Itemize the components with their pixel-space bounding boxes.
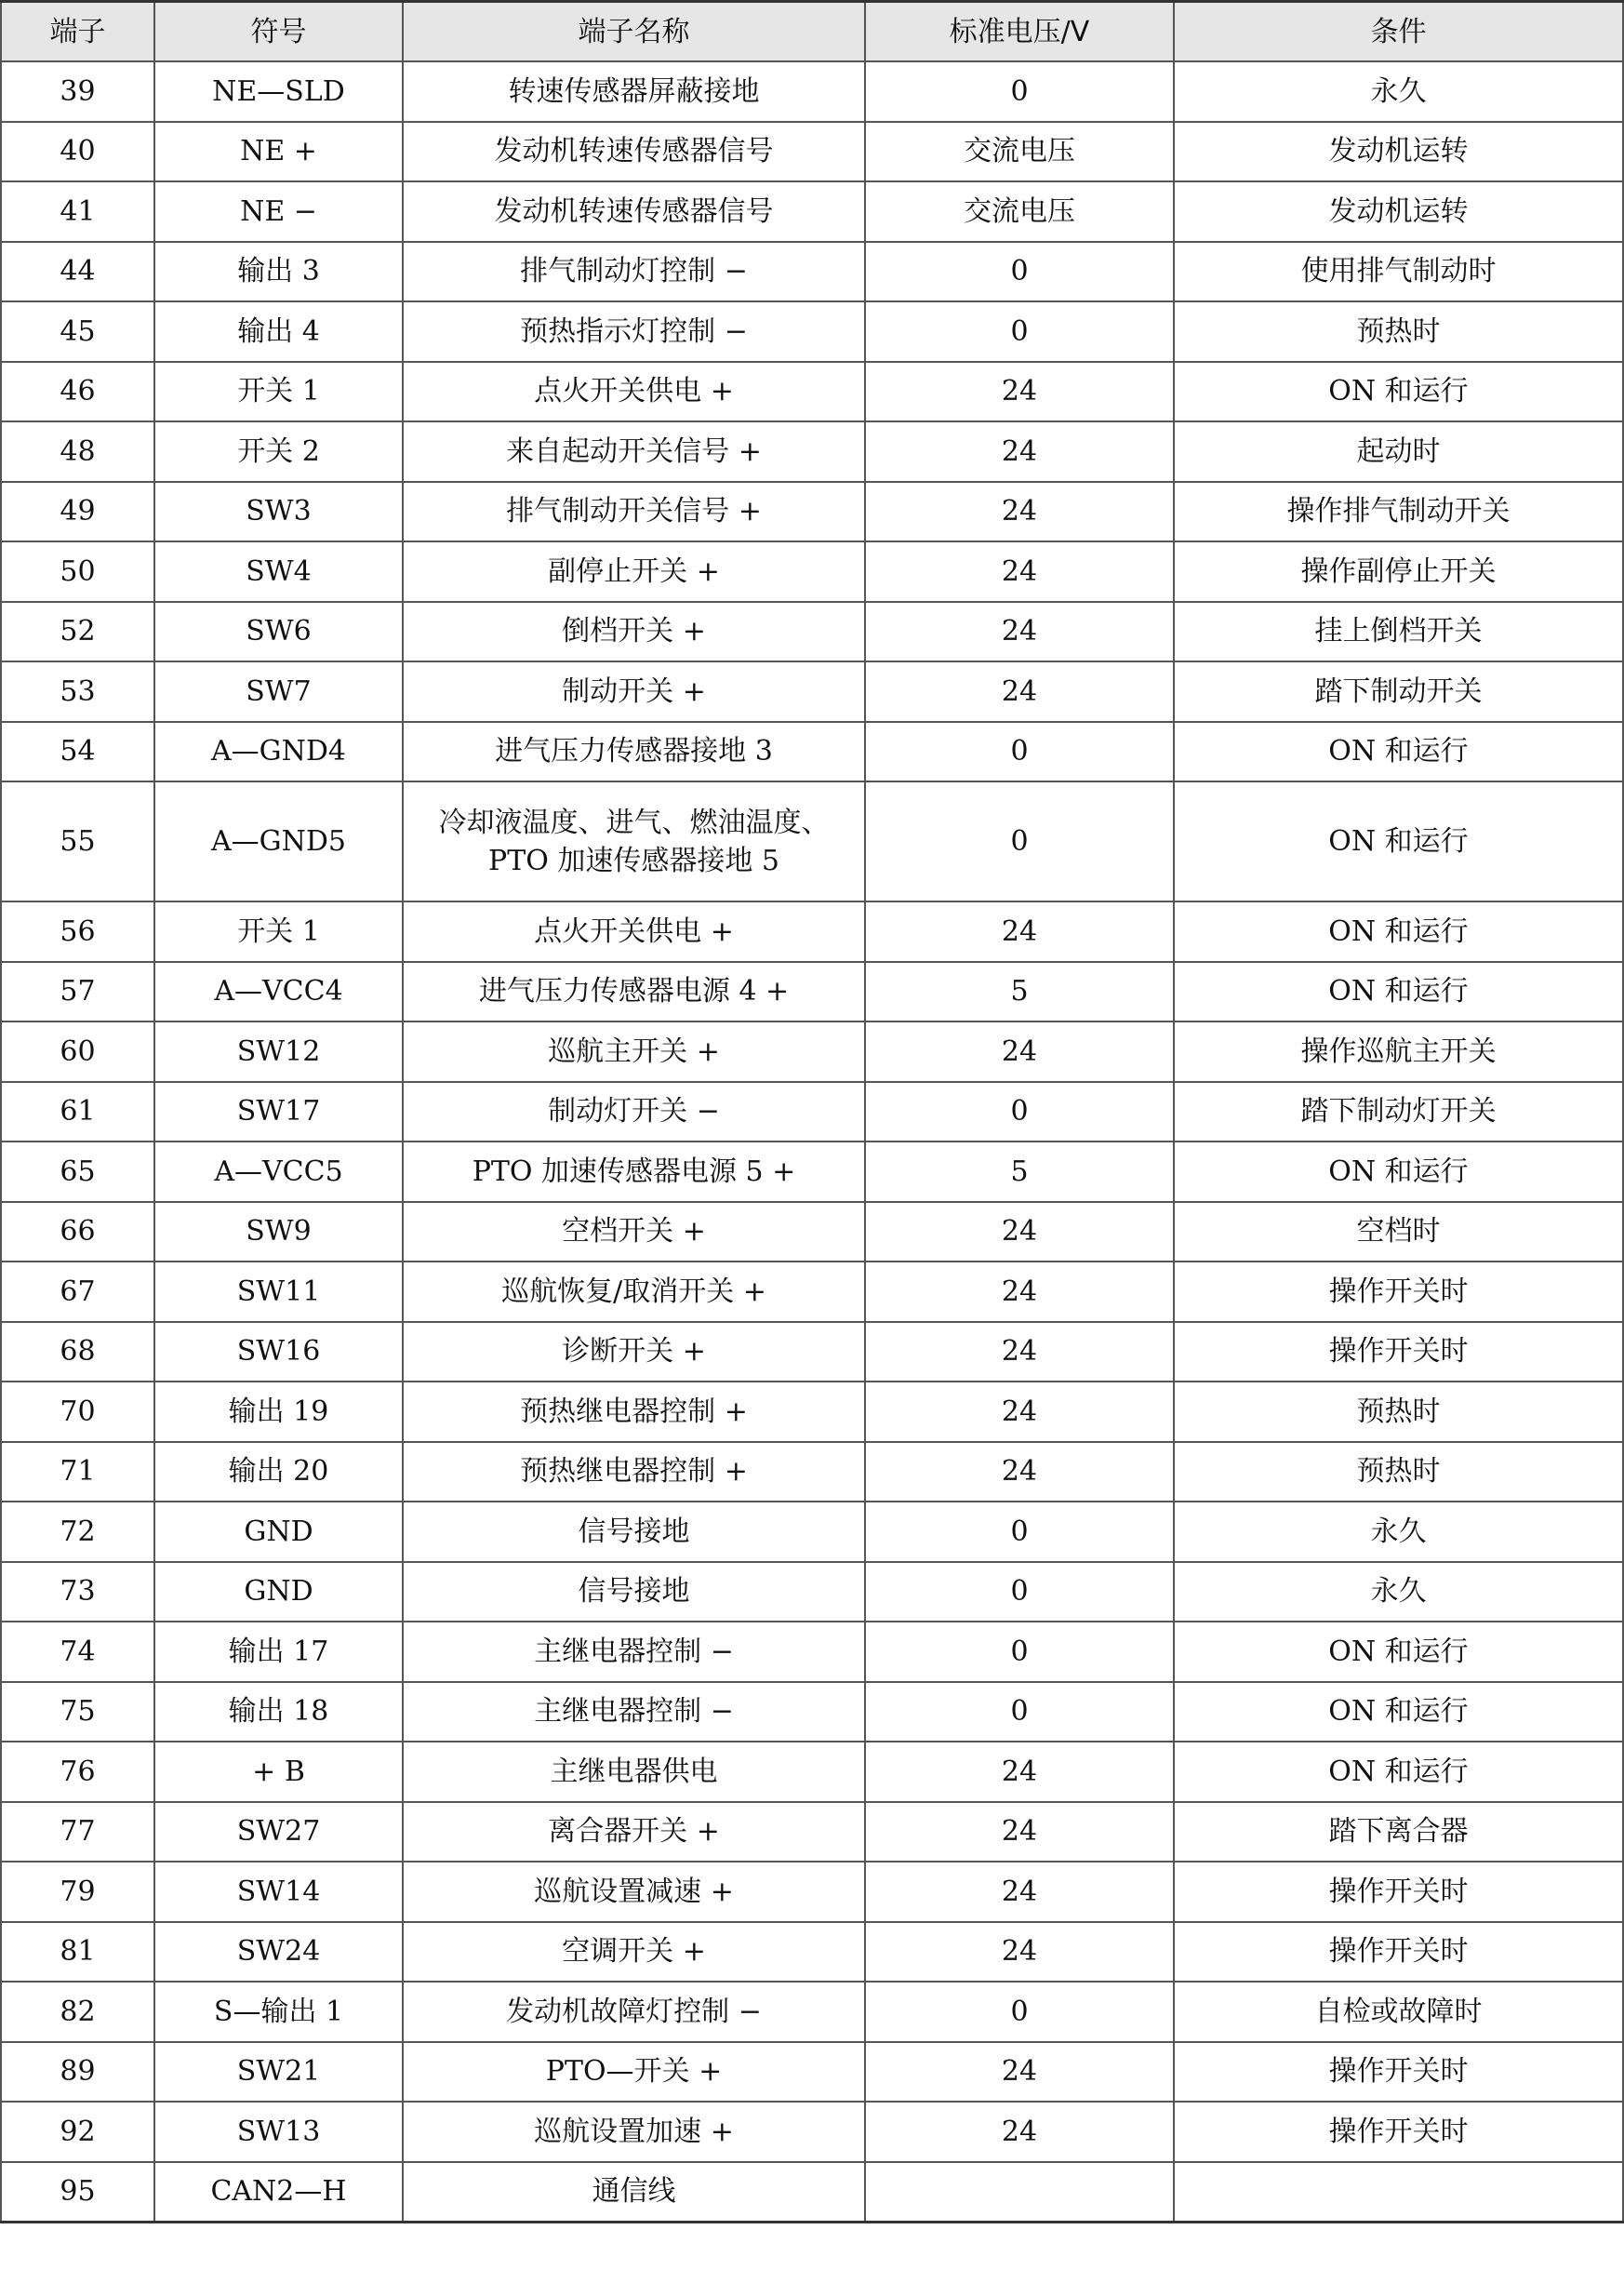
cell-condition: 操作开关时 xyxy=(1174,1862,1623,1922)
cell-condition: ON 和运行 xyxy=(1174,722,1623,782)
cell-terminal-name: 制动开关 + xyxy=(403,661,865,722)
cell-terminal: 74 xyxy=(1,1622,154,1682)
cell-terminal: 39 xyxy=(1,61,154,122)
cell-standard-voltage: 0 xyxy=(865,722,1174,782)
cell-terminal: 57 xyxy=(1,962,154,1022)
cell-terminal: 65 xyxy=(1,1142,154,1202)
header-terminal-name: 端子名称 xyxy=(403,2,865,62)
cell-standard-voltage: 0 xyxy=(865,61,1174,122)
table-row xyxy=(1,901,1623,962)
cell-condition: 自检或故障时 xyxy=(1174,1982,1623,2042)
cell-symbol: 输出 18 xyxy=(154,1682,403,1742)
cell-symbol: GND xyxy=(154,1502,403,1562)
cell-terminal: 48 xyxy=(1,421,154,482)
cell-condition: 发动机运转 xyxy=(1174,181,1623,242)
cell-terminal: 56 xyxy=(1,901,154,962)
table-row xyxy=(1,122,1623,182)
cell-standard-voltage: 5 xyxy=(865,962,1174,1022)
cell-terminal-name: 冷却液温度、进气、燃油温度、PTO 加速传感器接地 5 xyxy=(403,781,865,901)
cell-standard-voltage: 24 xyxy=(865,901,1174,962)
cell-symbol: SW27 xyxy=(154,1802,403,1862)
cell-condition: 操作开关时 xyxy=(1174,2102,1623,2162)
cell-standard-voltage: 0 xyxy=(865,1982,1174,2042)
cell-terminal: 71 xyxy=(1,1442,154,1502)
cell-terminal: 45 xyxy=(1,301,154,362)
table-row xyxy=(1,1922,1623,1983)
cell-symbol: + B xyxy=(154,1742,403,1802)
cell-standard-voltage: 24 xyxy=(865,362,1174,422)
table-row xyxy=(1,61,1623,122)
cell-symbol: 输出 3 xyxy=(154,242,403,302)
header-condition: 条件 xyxy=(1174,2,1623,62)
cell-symbol: SW21 xyxy=(154,2042,403,2103)
cell-terminal: 66 xyxy=(1,1202,154,1262)
cell-terminal-name: 巡航设置减速 + xyxy=(403,1862,865,1922)
cell-terminal: 55 xyxy=(1,781,154,901)
cell-standard-voltage: 24 xyxy=(865,661,1174,722)
cell-terminal-name: 进气压力传感器接地 3 xyxy=(403,722,865,782)
cell-terminal-name: 来自起动开关信号 + xyxy=(403,421,865,482)
cell-standard-voltage: 0 xyxy=(865,1682,1174,1742)
table-row xyxy=(1,661,1623,722)
cell-terminal: 67 xyxy=(1,1262,154,1322)
table-row xyxy=(1,181,1623,242)
cell-standard-voltage: 交流电压 xyxy=(865,181,1174,242)
cell-standard-voltage: 0 xyxy=(865,1502,1174,1562)
table-row xyxy=(1,1802,1623,1862)
cell-terminal-name: 发动机转速传感器信号 xyxy=(403,122,865,182)
cell-standard-voltage: 24 xyxy=(865,1382,1174,1442)
cell-terminal: 75 xyxy=(1,1682,154,1742)
cell-terminal-name: 巡航恢复/取消开关 + xyxy=(403,1262,865,1322)
cell-standard-voltage: 24 xyxy=(865,421,1174,482)
cell-standard-voltage: 5 xyxy=(865,1142,1174,1202)
cell-terminal-name: 点火开关供电 + xyxy=(403,362,865,422)
cell-standard-voltage: 0 xyxy=(865,1622,1174,1682)
cell-terminal: 70 xyxy=(1,1382,154,1442)
cell-symbol: SW4 xyxy=(154,541,403,602)
table-row xyxy=(1,1202,1623,1262)
cell-symbol: SW12 xyxy=(154,1021,403,1082)
cell-symbol: SW17 xyxy=(154,1082,403,1142)
cell-symbol: CAN2—H xyxy=(154,2162,403,2223)
cell-terminal-name: 空调开关 + xyxy=(403,1922,865,1983)
cell-terminal: 95 xyxy=(1,2162,154,2223)
cell-standard-voltage: 24 xyxy=(865,1262,1174,1322)
table-row xyxy=(1,242,1623,302)
cell-condition: 操作副停止开关 xyxy=(1174,541,1623,602)
table-row xyxy=(1,301,1623,362)
header-terminal: 端子 xyxy=(1,2,154,62)
cell-terminal: 82 xyxy=(1,1982,154,2042)
cell-standard-voltage: 24 xyxy=(865,541,1174,602)
table-row xyxy=(1,1262,1623,1322)
table-row xyxy=(1,1562,1623,1622)
cell-standard-voltage: 0 xyxy=(865,242,1174,302)
cell-symbol: 开关 1 xyxy=(154,901,403,962)
cell-condition: 永久 xyxy=(1174,1562,1623,1622)
cell-terminal-name: PTO—开关 + xyxy=(403,2042,865,2103)
cell-condition: 永久 xyxy=(1174,61,1623,122)
cell-terminal-name: 排气制动灯控制 − xyxy=(403,242,865,302)
cell-condition: ON 和运行 xyxy=(1174,962,1623,1022)
cell-terminal-name: 信号接地 xyxy=(403,1562,865,1622)
table-header-row xyxy=(1,2,1623,62)
cell-condition: 预热时 xyxy=(1174,301,1623,362)
cell-condition: ON 和运行 xyxy=(1174,901,1623,962)
cell-condition: 操作排气制动开关 xyxy=(1174,482,1623,542)
cell-condition: ON 和运行 xyxy=(1174,362,1623,422)
cell-condition: ON 和运行 xyxy=(1174,781,1623,901)
cell-condition: ON 和运行 xyxy=(1174,1682,1623,1742)
cell-terminal-name: 进气压力传感器电源 4 + xyxy=(403,962,865,1022)
cell-terminal-name: 巡航主开关 + xyxy=(403,1021,865,1082)
cell-terminal-name: 信号接地 xyxy=(403,1502,865,1562)
cell-symbol: 输出 20 xyxy=(154,1442,403,1502)
cell-terminal: 79 xyxy=(1,1862,154,1922)
cell-symbol: S—输出 1 xyxy=(154,1982,403,2042)
header-standard-voltage: 标准电压/V xyxy=(865,2,1174,62)
cell-terminal-name: 巡航设置加速 + xyxy=(403,2102,865,2162)
cell-terminal-name: 主继电器控制 − xyxy=(403,1622,865,1682)
cell-terminal-name: 转速传感器屏蔽接地 xyxy=(403,61,865,122)
table-row xyxy=(1,722,1623,782)
cell-standard-voltage: 24 xyxy=(865,1021,1174,1082)
cell-symbol: 输出 4 xyxy=(154,301,403,362)
table-row xyxy=(1,781,1623,901)
cell-terminal: 53 xyxy=(1,661,154,722)
cell-terminal-name: 副停止开关 + xyxy=(403,541,865,602)
cell-condition: 起动时 xyxy=(1174,421,1623,482)
cell-symbol: SW11 xyxy=(154,1262,403,1322)
cell-terminal: 60 xyxy=(1,1021,154,1082)
table-row xyxy=(1,1742,1623,1802)
cell-condition: ON 和运行 xyxy=(1174,1622,1623,1682)
cell-condition: 踏下离合器 xyxy=(1174,1802,1623,1862)
cell-condition: 操作开关时 xyxy=(1174,1922,1623,1983)
table-row xyxy=(1,2042,1623,2103)
cell-terminal: 40 xyxy=(1,122,154,182)
cell-terminal-name: 主继电器控制 − xyxy=(403,1682,865,1742)
table-body xyxy=(1,61,1623,2223)
table-row xyxy=(1,1982,1623,2042)
table-row xyxy=(1,1322,1623,1382)
cell-terminal-name: 诊断开关 + xyxy=(403,1322,865,1382)
table-row xyxy=(1,962,1623,1022)
cell-standard-voltage: 0 xyxy=(865,781,1174,901)
cell-symbol: SW3 xyxy=(154,482,403,542)
table-row xyxy=(1,1082,1623,1142)
cell-terminal: 68 xyxy=(1,1322,154,1382)
cell-terminal-name: 点火开关供电 + xyxy=(403,901,865,962)
cell-terminal: 61 xyxy=(1,1082,154,1142)
table-row xyxy=(1,421,1623,482)
cell-standard-voltage: 0 xyxy=(865,1562,1174,1622)
table-row xyxy=(1,1142,1623,1202)
cell-symbol: NE + xyxy=(154,122,403,182)
cell-symbol: A—GND5 xyxy=(154,781,403,901)
header-symbol: 符号 xyxy=(154,2,403,62)
table-row xyxy=(1,541,1623,602)
cell-standard-voltage: 0 xyxy=(865,301,1174,362)
table-row xyxy=(1,1862,1623,1922)
cell-standard-voltage: 24 xyxy=(865,602,1174,662)
cell-condition: 发动机运转 xyxy=(1174,122,1623,182)
cell-condition: 预热时 xyxy=(1174,1442,1623,1502)
cell-condition: 预热时 xyxy=(1174,1382,1623,1442)
cell-condition: 操作开关时 xyxy=(1174,1322,1623,1382)
table-row xyxy=(1,1682,1623,1742)
cell-condition: ON 和运行 xyxy=(1174,1742,1623,1802)
cell-terminal-name: 倒档开关 + xyxy=(403,602,865,662)
table-row xyxy=(1,482,1623,542)
cell-standard-voltage: 24 xyxy=(865,1802,1174,1862)
cell-symbol: NE − xyxy=(154,181,403,242)
cell-standard-voltage xyxy=(865,2162,1174,2223)
cell-standard-voltage: 24 xyxy=(865,1202,1174,1262)
cell-condition: ON 和运行 xyxy=(1174,1142,1623,1202)
cell-condition: 挂上倒档开关 xyxy=(1174,602,1623,662)
cell-terminal: 73 xyxy=(1,1562,154,1622)
cell-terminal-name: 发动机转速传感器信号 xyxy=(403,181,865,242)
cell-condition: 操作开关时 xyxy=(1174,1262,1623,1322)
cell-terminal-name: 预热继电器控制 + xyxy=(403,1442,865,1502)
cell-terminal: 46 xyxy=(1,362,154,422)
cell-standard-voltage: 24 xyxy=(865,2102,1174,2162)
cell-symbol: A—VCC4 xyxy=(154,962,403,1022)
cell-standard-voltage: 24 xyxy=(865,482,1174,542)
cell-symbol: A—GND4 xyxy=(154,722,403,782)
cell-terminal-name: 排气制动开关信号 + xyxy=(403,482,865,542)
table-row xyxy=(1,602,1623,662)
cell-symbol: SW16 xyxy=(154,1322,403,1382)
table-row xyxy=(1,362,1623,422)
cell-terminal-name: 通信线 xyxy=(403,2162,865,2223)
cell-terminal-name: PTO 加速传感器电源 5 + xyxy=(403,1142,865,1202)
cell-condition: 空档时 xyxy=(1174,1202,1623,1262)
table-row xyxy=(1,2162,1623,2223)
cell-symbol: 输出 19 xyxy=(154,1382,403,1442)
cell-standard-voltage: 0 xyxy=(865,1082,1174,1142)
cell-symbol: 开关 1 xyxy=(154,362,403,422)
cell-condition: 操作开关时 xyxy=(1174,2042,1623,2103)
cell-symbol: GND xyxy=(154,1562,403,1622)
table-row xyxy=(1,1021,1623,1082)
cell-standard-voltage: 24 xyxy=(865,1862,1174,1922)
table-row xyxy=(1,1382,1623,1442)
cell-standard-voltage: 24 xyxy=(865,2042,1174,2103)
cell-symbol: A—VCC5 xyxy=(154,1142,403,1202)
cell-standard-voltage: 24 xyxy=(865,1742,1174,1802)
cell-terminal: 77 xyxy=(1,1802,154,1862)
cell-terminal: 72 xyxy=(1,1502,154,1562)
table-row xyxy=(1,2102,1623,2162)
cell-symbol: SW14 xyxy=(154,1862,403,1922)
cell-symbol: 开关 2 xyxy=(154,421,403,482)
cell-terminal: 44 xyxy=(1,242,154,302)
cell-terminal-name: 预热指示灯控制 − xyxy=(403,301,865,362)
cell-terminal: 92 xyxy=(1,2102,154,2162)
cell-terminal-name: 发动机故障灯控制 − xyxy=(403,1982,865,2042)
cell-terminal-name: 离合器开关 + xyxy=(403,1802,865,1862)
cell-symbol: SW7 xyxy=(154,661,403,722)
cell-condition: 踏下制动开关 xyxy=(1174,661,1623,722)
cell-terminal: 81 xyxy=(1,1922,154,1983)
cell-terminal: 41 xyxy=(1,181,154,242)
cell-terminal: 76 xyxy=(1,1742,154,1802)
cell-symbol: SW6 xyxy=(154,602,403,662)
cell-terminal: 54 xyxy=(1,722,154,782)
cell-standard-voltage: 24 xyxy=(865,1922,1174,1983)
cell-standard-voltage: 24 xyxy=(865,1442,1174,1502)
cell-symbol: SW13 xyxy=(154,2102,403,2162)
cell-terminal-name: 预热继电器控制 + xyxy=(403,1382,865,1442)
cell-symbol: SW9 xyxy=(154,1202,403,1262)
cell-terminal: 52 xyxy=(1,602,154,662)
cell-condition: 永久 xyxy=(1174,1502,1623,1562)
cell-condition: 使用排气制动时 xyxy=(1174,242,1623,302)
cell-condition: 操作巡航主开关 xyxy=(1174,1021,1623,1082)
cell-terminal: 49 xyxy=(1,482,154,542)
cell-symbol: SW24 xyxy=(154,1922,403,1983)
cell-standard-voltage: 交流电压 xyxy=(865,122,1174,182)
cell-standard-voltage: 24 xyxy=(865,1322,1174,1382)
table-row xyxy=(1,1442,1623,1502)
cell-symbol: NE—SLD xyxy=(154,61,403,122)
table-row xyxy=(1,1622,1623,1682)
cell-terminal: 50 xyxy=(1,541,154,602)
cell-terminal-name: 空档开关 + xyxy=(403,1202,865,1262)
table-row xyxy=(1,1502,1623,1562)
cell-terminal-name: 制动灯开关 − xyxy=(403,1082,865,1142)
cell-condition: 踏下制动灯开关 xyxy=(1174,1082,1623,1142)
cell-condition xyxy=(1174,2162,1623,2223)
cell-terminal-name: 主继电器供电 xyxy=(403,1742,865,1802)
cell-terminal: 89 xyxy=(1,2042,154,2103)
cell-symbol: 输出 17 xyxy=(154,1622,403,1682)
